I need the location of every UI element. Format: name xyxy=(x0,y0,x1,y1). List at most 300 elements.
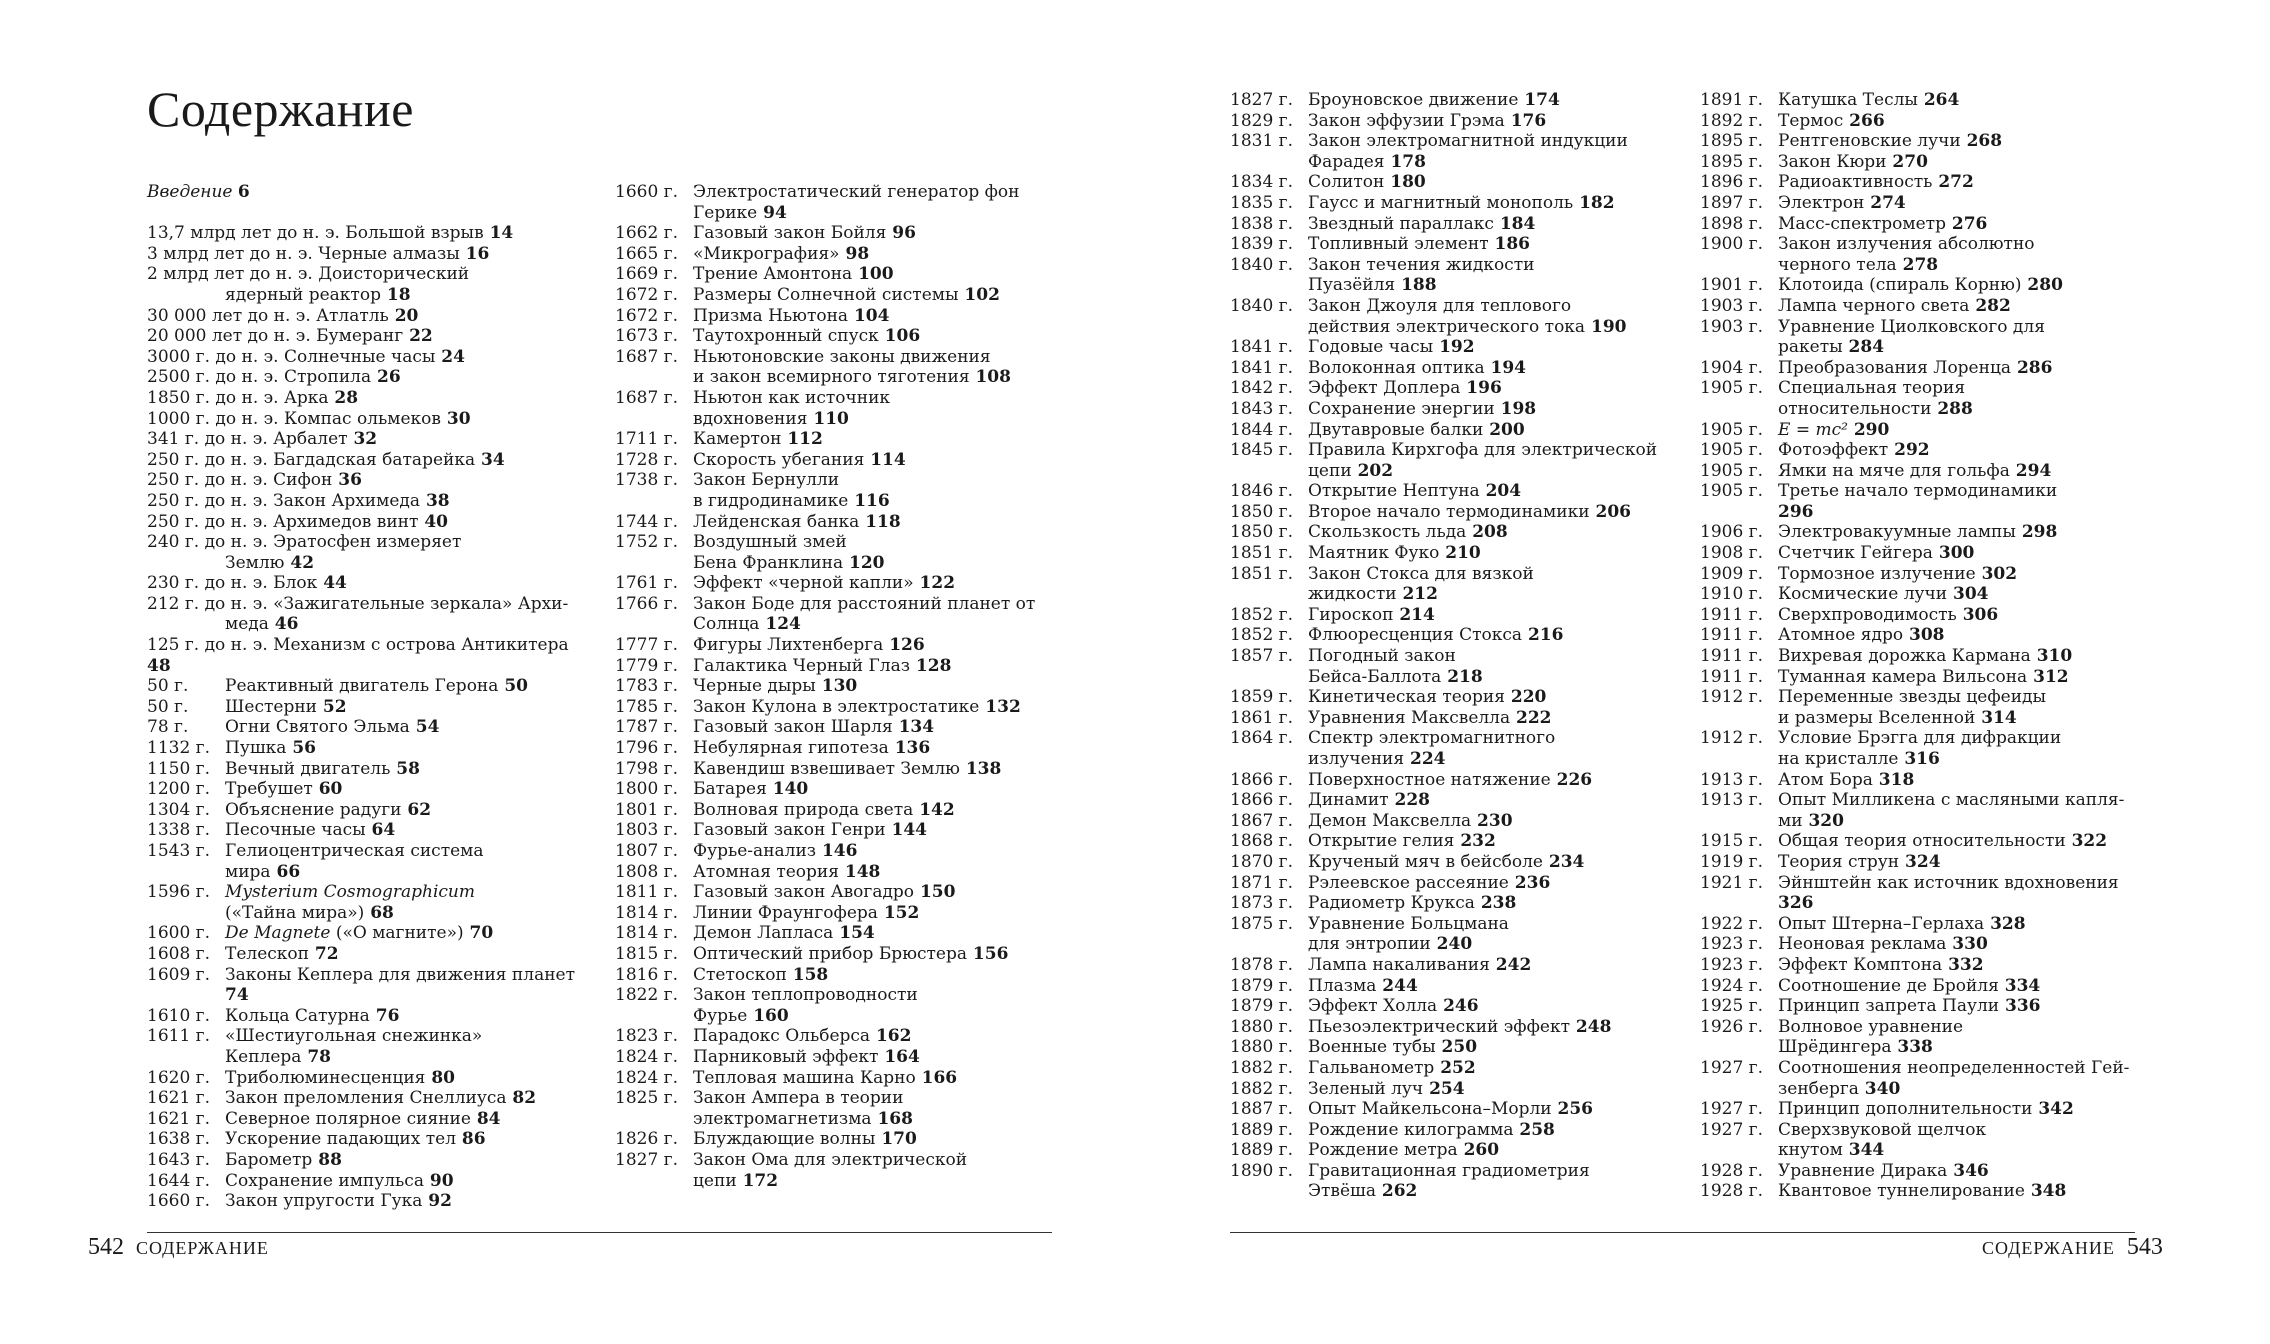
toc-entry[interactable] xyxy=(147,326,587,347)
toc-entry[interactable] xyxy=(1700,317,2150,338)
entry-title xyxy=(1308,399,1680,420)
entry-date: 1926 г. xyxy=(1700,1016,1763,1037)
toc-entry[interactable] xyxy=(147,1047,587,1068)
toc-entry[interactable] xyxy=(1700,770,2150,791)
toc-entry[interactable] xyxy=(1230,234,1680,255)
toc-entry[interactable] xyxy=(147,264,587,285)
toc-entry[interactable] xyxy=(1700,440,2150,461)
toc-entry[interactable] xyxy=(1700,873,2150,894)
toc-entry[interactable] xyxy=(1700,420,2150,441)
toc-entry[interactable] xyxy=(147,285,587,306)
entry-title xyxy=(693,264,1055,285)
toc-entry[interactable] xyxy=(1700,461,2150,482)
entry-text: Фурье-анализ xyxy=(693,841,817,861)
toc-entry[interactable] xyxy=(1230,522,1680,543)
entry-date xyxy=(147,614,225,635)
toc-entry[interactable] xyxy=(615,820,1055,841)
toc-entry[interactable] xyxy=(1230,811,1680,832)
toc-entry[interactable] xyxy=(1700,955,2150,976)
entry-date: 1922 г. xyxy=(1700,913,1763,934)
toc-entry[interactable] xyxy=(1700,1017,2150,1038)
entry-title xyxy=(225,882,587,903)
toc-entry[interactable] xyxy=(1230,111,1680,132)
toc-entry[interactable] xyxy=(1230,873,1680,894)
toc-entry[interactable] xyxy=(615,409,1055,430)
entry-title xyxy=(147,388,587,409)
entry-date xyxy=(615,409,693,430)
toc-entry[interactable] xyxy=(147,841,587,862)
toc-entry[interactable] xyxy=(1230,667,1680,688)
toc-entry[interactable] xyxy=(147,573,587,594)
toc-entry[interactable] xyxy=(615,1171,1055,1192)
entry-title xyxy=(1308,317,1680,338)
toc-entry[interactable] xyxy=(147,1026,587,1047)
toc-entry[interactable] xyxy=(1230,1161,1680,1182)
toc-entry[interactable] xyxy=(615,573,1055,594)
toc-entry[interactable] xyxy=(615,717,1055,738)
toc-entry[interactable] xyxy=(147,676,587,697)
toc-entry[interactable] xyxy=(147,388,587,409)
entry-title xyxy=(693,388,1055,409)
toc-entry[interactable] xyxy=(615,635,1055,656)
toc-entry[interactable] xyxy=(615,800,1055,821)
entry-text: Атом Бора xyxy=(1778,769,1873,790)
entry-date: 1609 г. xyxy=(147,964,210,985)
entry-page-number: 326 xyxy=(1778,893,1814,914)
toc-entry[interactable] xyxy=(1700,255,2150,276)
entry-page-number: 158 xyxy=(786,964,829,985)
toc-entry[interactable] xyxy=(147,1068,587,1089)
toc-entry[interactable] xyxy=(615,1129,1055,1150)
toc-entry[interactable] xyxy=(1230,831,1680,852)
toc-entry[interactable] xyxy=(1230,399,1680,420)
toc-entry[interactable] xyxy=(1700,893,2150,914)
toc-entry[interactable] xyxy=(1230,193,1680,214)
toc-entry[interactable] xyxy=(1700,111,2150,132)
entry-date: 50 г. xyxy=(147,696,189,717)
toc-entry[interactable] xyxy=(1700,214,2150,235)
toc-entry[interactable] xyxy=(615,944,1055,965)
toc-entry[interactable] xyxy=(1700,152,2150,173)
toc-entry[interactable] xyxy=(147,800,587,821)
toc-entry[interactable] xyxy=(615,614,1055,635)
toc-entry[interactable] xyxy=(615,264,1055,285)
entry-page-number: 270 xyxy=(1886,151,1928,172)
toc-entry[interactable] xyxy=(1230,337,1680,358)
entry-title xyxy=(693,512,1055,533)
toc-entry[interactable] xyxy=(1700,131,2150,152)
toc-entry[interactable] xyxy=(615,882,1055,903)
entry-page-number: 148 xyxy=(838,861,881,882)
toc-entry[interactable] xyxy=(1230,976,1680,997)
toc-entry[interactable] xyxy=(1230,1140,1680,1161)
entry-page-number: 142 xyxy=(913,799,955,820)
toc-entry[interactable] xyxy=(1230,996,1680,1017)
toc-entry[interactable] xyxy=(1230,584,1680,605)
toc-entry[interactable] xyxy=(147,532,587,553)
toc-entry[interactable] xyxy=(615,532,1055,553)
toc-entry[interactable] xyxy=(1230,152,1680,173)
entry-page-number: 146 xyxy=(816,841,858,861)
toc-entry[interactable] xyxy=(1700,996,2150,1017)
running-title: СОДЕРЖАНИЕ xyxy=(1982,1238,2115,1258)
entry-text: электромагнетизма xyxy=(693,1108,872,1129)
toc-entry[interactable] xyxy=(1700,728,2150,749)
toc-entry[interactable] xyxy=(1700,90,2150,111)
toc-entry[interactable] xyxy=(147,717,587,738)
toc-entry[interactable] xyxy=(147,923,587,944)
toc-entry[interactable] xyxy=(1700,831,2150,852)
toc-entry[interactable] xyxy=(1230,1120,1680,1141)
toc-entry[interactable] xyxy=(1230,790,1680,811)
entry-text: Рождение килограмма xyxy=(1308,1119,1514,1140)
entry-page-number: 40 xyxy=(418,511,448,532)
toc-entry[interactable] xyxy=(147,1129,587,1150)
entry-page-number: 186 xyxy=(1488,234,1531,255)
toc-entry[interactable] xyxy=(147,862,587,883)
intro-page: 6 xyxy=(237,182,250,202)
toc-entry[interactable] xyxy=(615,656,1055,677)
entry-text: Бейса-Баллота xyxy=(1308,666,1442,687)
entry-date: 1925 г. xyxy=(1700,996,1763,1017)
toc-entry[interactable] xyxy=(615,1109,1055,1130)
toc-entry[interactable] xyxy=(147,614,587,635)
toc-column-1 xyxy=(147,182,587,1212)
toc-entry[interactable] xyxy=(147,512,587,533)
entry-title xyxy=(1778,152,2150,173)
toc-entry[interactable] xyxy=(615,326,1055,347)
entry-text: Принцип запрета Паули xyxy=(1778,996,2000,1017)
toc-entry[interactable] xyxy=(147,985,587,1006)
toc-entry[interactable] xyxy=(1700,358,2150,379)
toc-entry[interactable] xyxy=(1230,543,1680,564)
toc-entry[interactable] xyxy=(147,594,587,615)
toc-entry[interactable] xyxy=(1230,728,1680,749)
entry-page-number: 76 xyxy=(369,1005,400,1026)
toc-entry[interactable] xyxy=(147,903,587,924)
toc-entry[interactable] xyxy=(1230,131,1680,152)
entry-date: 1835 г. xyxy=(1230,192,1293,213)
toc-entry[interactable] xyxy=(1700,399,2150,420)
toc-entry[interactable] xyxy=(147,244,587,265)
entry-title xyxy=(1308,481,1680,502)
entry-date: 1808 г. xyxy=(615,861,678,882)
toc-entry[interactable] xyxy=(1700,564,2150,585)
entry-text: Таутохронный спуск xyxy=(693,326,879,347)
entry-date: 1927 г. xyxy=(1700,1099,1763,1120)
running-title: СОДЕРЖАНИЕ xyxy=(136,1238,269,1258)
entry-page-number: 48 xyxy=(147,655,171,676)
toc-entry[interactable] xyxy=(615,1088,1055,1109)
entry-page-number: 82 xyxy=(506,1088,537,1109)
toc-entry[interactable] xyxy=(1230,955,1680,976)
toc-entry[interactable] xyxy=(615,676,1055,697)
toc-entry[interactable] xyxy=(615,779,1055,800)
toc-entry[interactable] xyxy=(1230,502,1680,523)
toc-entry[interactable] xyxy=(1700,1058,2150,1079)
toc-entry[interactable] xyxy=(615,367,1055,388)
entry-title xyxy=(693,1171,1055,1192)
toc-entry[interactable] xyxy=(1700,522,2150,543)
toc-entry[interactable] xyxy=(615,182,1055,203)
entry-text: Эффект Комптона xyxy=(1778,954,1943,975)
entry-text: Квантовое туннелирование xyxy=(1778,1181,2025,1202)
toc-entry[interactable] xyxy=(615,697,1055,718)
toc-entry[interactable] xyxy=(1700,852,2150,873)
toc-entry[interactable] xyxy=(1700,708,2150,729)
entry-text: Требушет xyxy=(225,779,313,800)
toc-entry[interactable] xyxy=(615,985,1055,1006)
toc-entry[interactable] xyxy=(147,450,587,471)
toc-entry[interactable] xyxy=(1700,914,2150,935)
toc-entry[interactable] xyxy=(1230,358,1680,379)
toc-entry[interactable] xyxy=(1230,646,1680,667)
toc-entry[interactable] xyxy=(1700,234,2150,255)
toc-entry[interactable] xyxy=(1700,337,2150,358)
entry-page-number: 94 xyxy=(757,202,787,223)
entry-date xyxy=(1700,749,1778,770)
entry-title xyxy=(693,820,1055,841)
entry-page-number: 274 xyxy=(1864,192,1906,213)
toc-entry[interactable] xyxy=(1700,934,2150,955)
toc-entry[interactable] xyxy=(1230,708,1680,729)
entry-page-number: 96 xyxy=(886,223,916,244)
toc-entry[interactable] xyxy=(1230,275,1680,296)
toc-entry[interactable] xyxy=(147,223,587,244)
toc-entry[interactable] xyxy=(1230,1037,1680,1058)
entry-text: Песочные часы xyxy=(225,820,366,841)
entry-date xyxy=(1230,317,1308,338)
intro-entry[interactable] xyxy=(147,182,587,203)
toc-entry[interactable] xyxy=(615,1006,1055,1027)
toc-entry[interactable] xyxy=(1700,790,2150,811)
entry-page-number: 44 xyxy=(317,573,347,594)
entry-title xyxy=(693,367,1055,388)
entry-text: Крученый мяч в бейсболе xyxy=(1308,851,1543,872)
entry-text: меда xyxy=(225,614,269,635)
toc-entry[interactable] xyxy=(615,759,1055,780)
toc-entry[interactable] xyxy=(1700,605,2150,626)
entry-date: 1866 г. xyxy=(1230,769,1293,790)
toc-entry[interactable] xyxy=(147,779,587,800)
toc-entry[interactable] xyxy=(147,409,587,430)
toc-entry[interactable] xyxy=(1230,481,1680,502)
entry-date: 1779 г. xyxy=(615,655,678,676)
entry-text: Сверхзвуковой щелчок xyxy=(1778,1119,1987,1140)
toc-entry[interactable] xyxy=(1230,749,1680,770)
entry-title xyxy=(693,573,1055,594)
toc-entry[interactable] xyxy=(1700,1037,2150,1058)
toc-entry[interactable] xyxy=(1230,687,1680,708)
entry-date: 1911 г. xyxy=(1700,604,1763,625)
entry-date: 1543 г. xyxy=(147,841,210,861)
toc-entry[interactable] xyxy=(615,347,1055,368)
toc-entry[interactable] xyxy=(1230,1181,1680,1202)
toc-entry[interactable] xyxy=(615,1068,1055,1089)
toc-entry[interactable] xyxy=(1700,502,2150,523)
toc-entry[interactable] xyxy=(1230,564,1680,585)
toc-entry[interactable] xyxy=(1230,90,1680,111)
entry-date: 1672 г. xyxy=(615,284,678,305)
entry-page-number: 238 xyxy=(1474,893,1517,914)
entry-date: 1839 г. xyxy=(1230,234,1293,255)
toc-entry[interactable] xyxy=(1230,255,1680,276)
entry-text: излучения xyxy=(1308,749,1405,769)
entry-text: Законы Кеплера для движения планет xyxy=(225,964,575,985)
toc-entry[interactable] xyxy=(1700,1099,2150,1120)
entry-date: 1687 г. xyxy=(615,387,678,408)
toc-entry[interactable] xyxy=(615,841,1055,862)
toc-entry[interactable] xyxy=(615,862,1055,883)
toc-entry[interactable] xyxy=(615,285,1055,306)
toc-entry[interactable] xyxy=(147,944,587,965)
toc-entry[interactable] xyxy=(147,367,587,388)
toc-entry[interactable] xyxy=(1230,378,1680,399)
toc-entry[interactable] xyxy=(1230,440,1680,461)
toc-entry[interactable] xyxy=(615,738,1055,759)
toc-entry[interactable] xyxy=(1700,625,2150,646)
entry-title xyxy=(225,738,587,759)
toc-entry[interactable] xyxy=(1230,214,1680,235)
entry-text: Скорость убегания xyxy=(693,449,865,470)
toc-entry[interactable] xyxy=(615,512,1055,533)
toc-entry[interactable] xyxy=(1700,667,2150,688)
entry-title xyxy=(1778,1120,2150,1141)
toc-entry[interactable] xyxy=(147,882,587,903)
toc-entry[interactable] xyxy=(1700,1079,2150,1100)
entry-date: 1912 г. xyxy=(1700,687,1763,708)
entry-title xyxy=(1308,214,1680,235)
toc-entry[interactable] xyxy=(1230,296,1680,317)
entry-page-number: 254 xyxy=(1423,1078,1465,1099)
entry-title xyxy=(1778,831,2150,852)
toc-entry[interactable] xyxy=(1230,914,1680,935)
toc-entry[interactable] xyxy=(1230,625,1680,646)
entry-page-number: 54 xyxy=(409,717,440,738)
toc-entry[interactable] xyxy=(1700,1120,2150,1141)
entry-text: Телескоп xyxy=(225,943,309,964)
toc-entry[interactable] xyxy=(615,491,1055,512)
entry-page-number: 204 xyxy=(1479,481,1522,502)
toc-entry[interactable] xyxy=(147,429,587,450)
toc-entry[interactable] xyxy=(1700,584,2150,605)
toc-entry[interactable] xyxy=(147,347,587,368)
toc-entry[interactable] xyxy=(615,429,1055,450)
toc-entry[interactable] xyxy=(1230,893,1680,914)
toc-entry[interactable] xyxy=(147,1088,587,1109)
entry-date: 1851 г. xyxy=(1230,543,1293,564)
entry-title xyxy=(693,532,1055,553)
toc-entry[interactable] xyxy=(147,553,587,574)
toc-entry[interactable] xyxy=(1230,461,1680,482)
toc-entry[interactable] xyxy=(1700,976,2150,997)
toc-entry[interactable] xyxy=(1700,172,2150,193)
toc-entry[interactable] xyxy=(1230,420,1680,441)
toc-entry[interactable] xyxy=(147,759,587,780)
toc-entry[interactable] xyxy=(147,1109,587,1130)
entry-date: 1621 г. xyxy=(147,1088,210,1109)
toc-entry[interactable] xyxy=(147,697,587,718)
entry-text: Открытие Нептуна xyxy=(1308,481,1480,502)
entry-title xyxy=(1778,481,2150,502)
toc-entry[interactable] xyxy=(1700,543,2150,564)
toc-entry[interactable] xyxy=(1700,646,2150,667)
toc-entry[interactable] xyxy=(615,450,1055,471)
entry-date: 1866 г. xyxy=(1230,790,1293,811)
toc-entry[interactable] xyxy=(147,306,587,327)
toc-entry[interactable] xyxy=(1700,687,2150,708)
toc-entry[interactable] xyxy=(615,388,1055,409)
toc-entry[interactable] xyxy=(147,491,587,512)
entry-text: De Magnete xyxy=(225,923,331,944)
toc-entry[interactable] xyxy=(147,635,587,676)
toc-entry[interactable] xyxy=(147,1006,587,1027)
entry-page-number: 68 xyxy=(364,902,394,923)
toc-entry[interactable] xyxy=(1700,193,2150,214)
toc-entry[interactable] xyxy=(147,1171,587,1192)
toc-entry[interactable] xyxy=(147,1150,587,1171)
toc-entry[interactable] xyxy=(615,1026,1055,1047)
toc-entry[interactable] xyxy=(615,1150,1055,1171)
entry-date: 1752 г. xyxy=(615,532,678,553)
toc-entry[interactable] xyxy=(615,965,1055,986)
toc-entry[interactable] xyxy=(147,1191,587,1212)
entry-title xyxy=(1778,564,2150,585)
toc-entry[interactable] xyxy=(615,1047,1055,1068)
toc-entry[interactable] xyxy=(615,244,1055,265)
toc-entry[interactable] xyxy=(615,223,1055,244)
toc-entry[interactable] xyxy=(1230,317,1680,338)
entry-page-number: 46 xyxy=(268,614,299,635)
toc-entry[interactable] xyxy=(147,965,587,986)
toc-entry[interactable] xyxy=(615,594,1055,615)
toc-entry[interactable] xyxy=(615,923,1055,944)
toc-entry[interactable] xyxy=(615,203,1055,224)
entry-text: Гелиоцентрическая система xyxy=(225,841,484,861)
toc-entry[interactable] xyxy=(1230,1017,1680,1038)
toc-entry[interactable] xyxy=(1700,481,2150,502)
toc-entry[interactable] xyxy=(1700,749,2150,770)
toc-entry[interactable] xyxy=(1230,852,1680,873)
entry-title xyxy=(1778,584,2150,605)
toc-entry[interactable] xyxy=(147,470,587,491)
entry-title xyxy=(1308,131,1680,152)
toc-entry[interactable] xyxy=(1700,1161,2150,1182)
toc-entry[interactable] xyxy=(615,306,1055,327)
toc-entry[interactable] xyxy=(1700,275,2150,296)
toc-entry[interactable] xyxy=(1230,605,1680,626)
toc-entry[interactable] xyxy=(147,738,587,759)
toc-entry[interactable] xyxy=(1230,1099,1680,1120)
toc-entry[interactable] xyxy=(1700,378,2150,399)
toc-entry[interactable] xyxy=(1700,811,2150,832)
toc-entry[interactable] xyxy=(1700,296,2150,317)
toc-entry[interactable] xyxy=(1230,770,1680,791)
toc-entry[interactable] xyxy=(1230,172,1680,193)
entry-date: 1826 г. xyxy=(615,1129,678,1150)
toc-entry[interactable] xyxy=(615,553,1055,574)
toc-entry[interactable] xyxy=(1700,1181,2150,1202)
toc-entry[interactable] xyxy=(1230,934,1680,955)
entry-date: 1905 г. xyxy=(1700,378,1763,399)
toc-entry[interactable] xyxy=(615,903,1055,924)
entry-page-number: 298 xyxy=(2015,522,2058,543)
toc-entry[interactable] xyxy=(1700,1140,2150,1161)
toc-entry[interactable] xyxy=(1230,1058,1680,1079)
toc-entry[interactable] xyxy=(615,470,1055,491)
toc-entry[interactable] xyxy=(147,820,587,841)
toc-entry[interactable] xyxy=(1230,1079,1680,1100)
